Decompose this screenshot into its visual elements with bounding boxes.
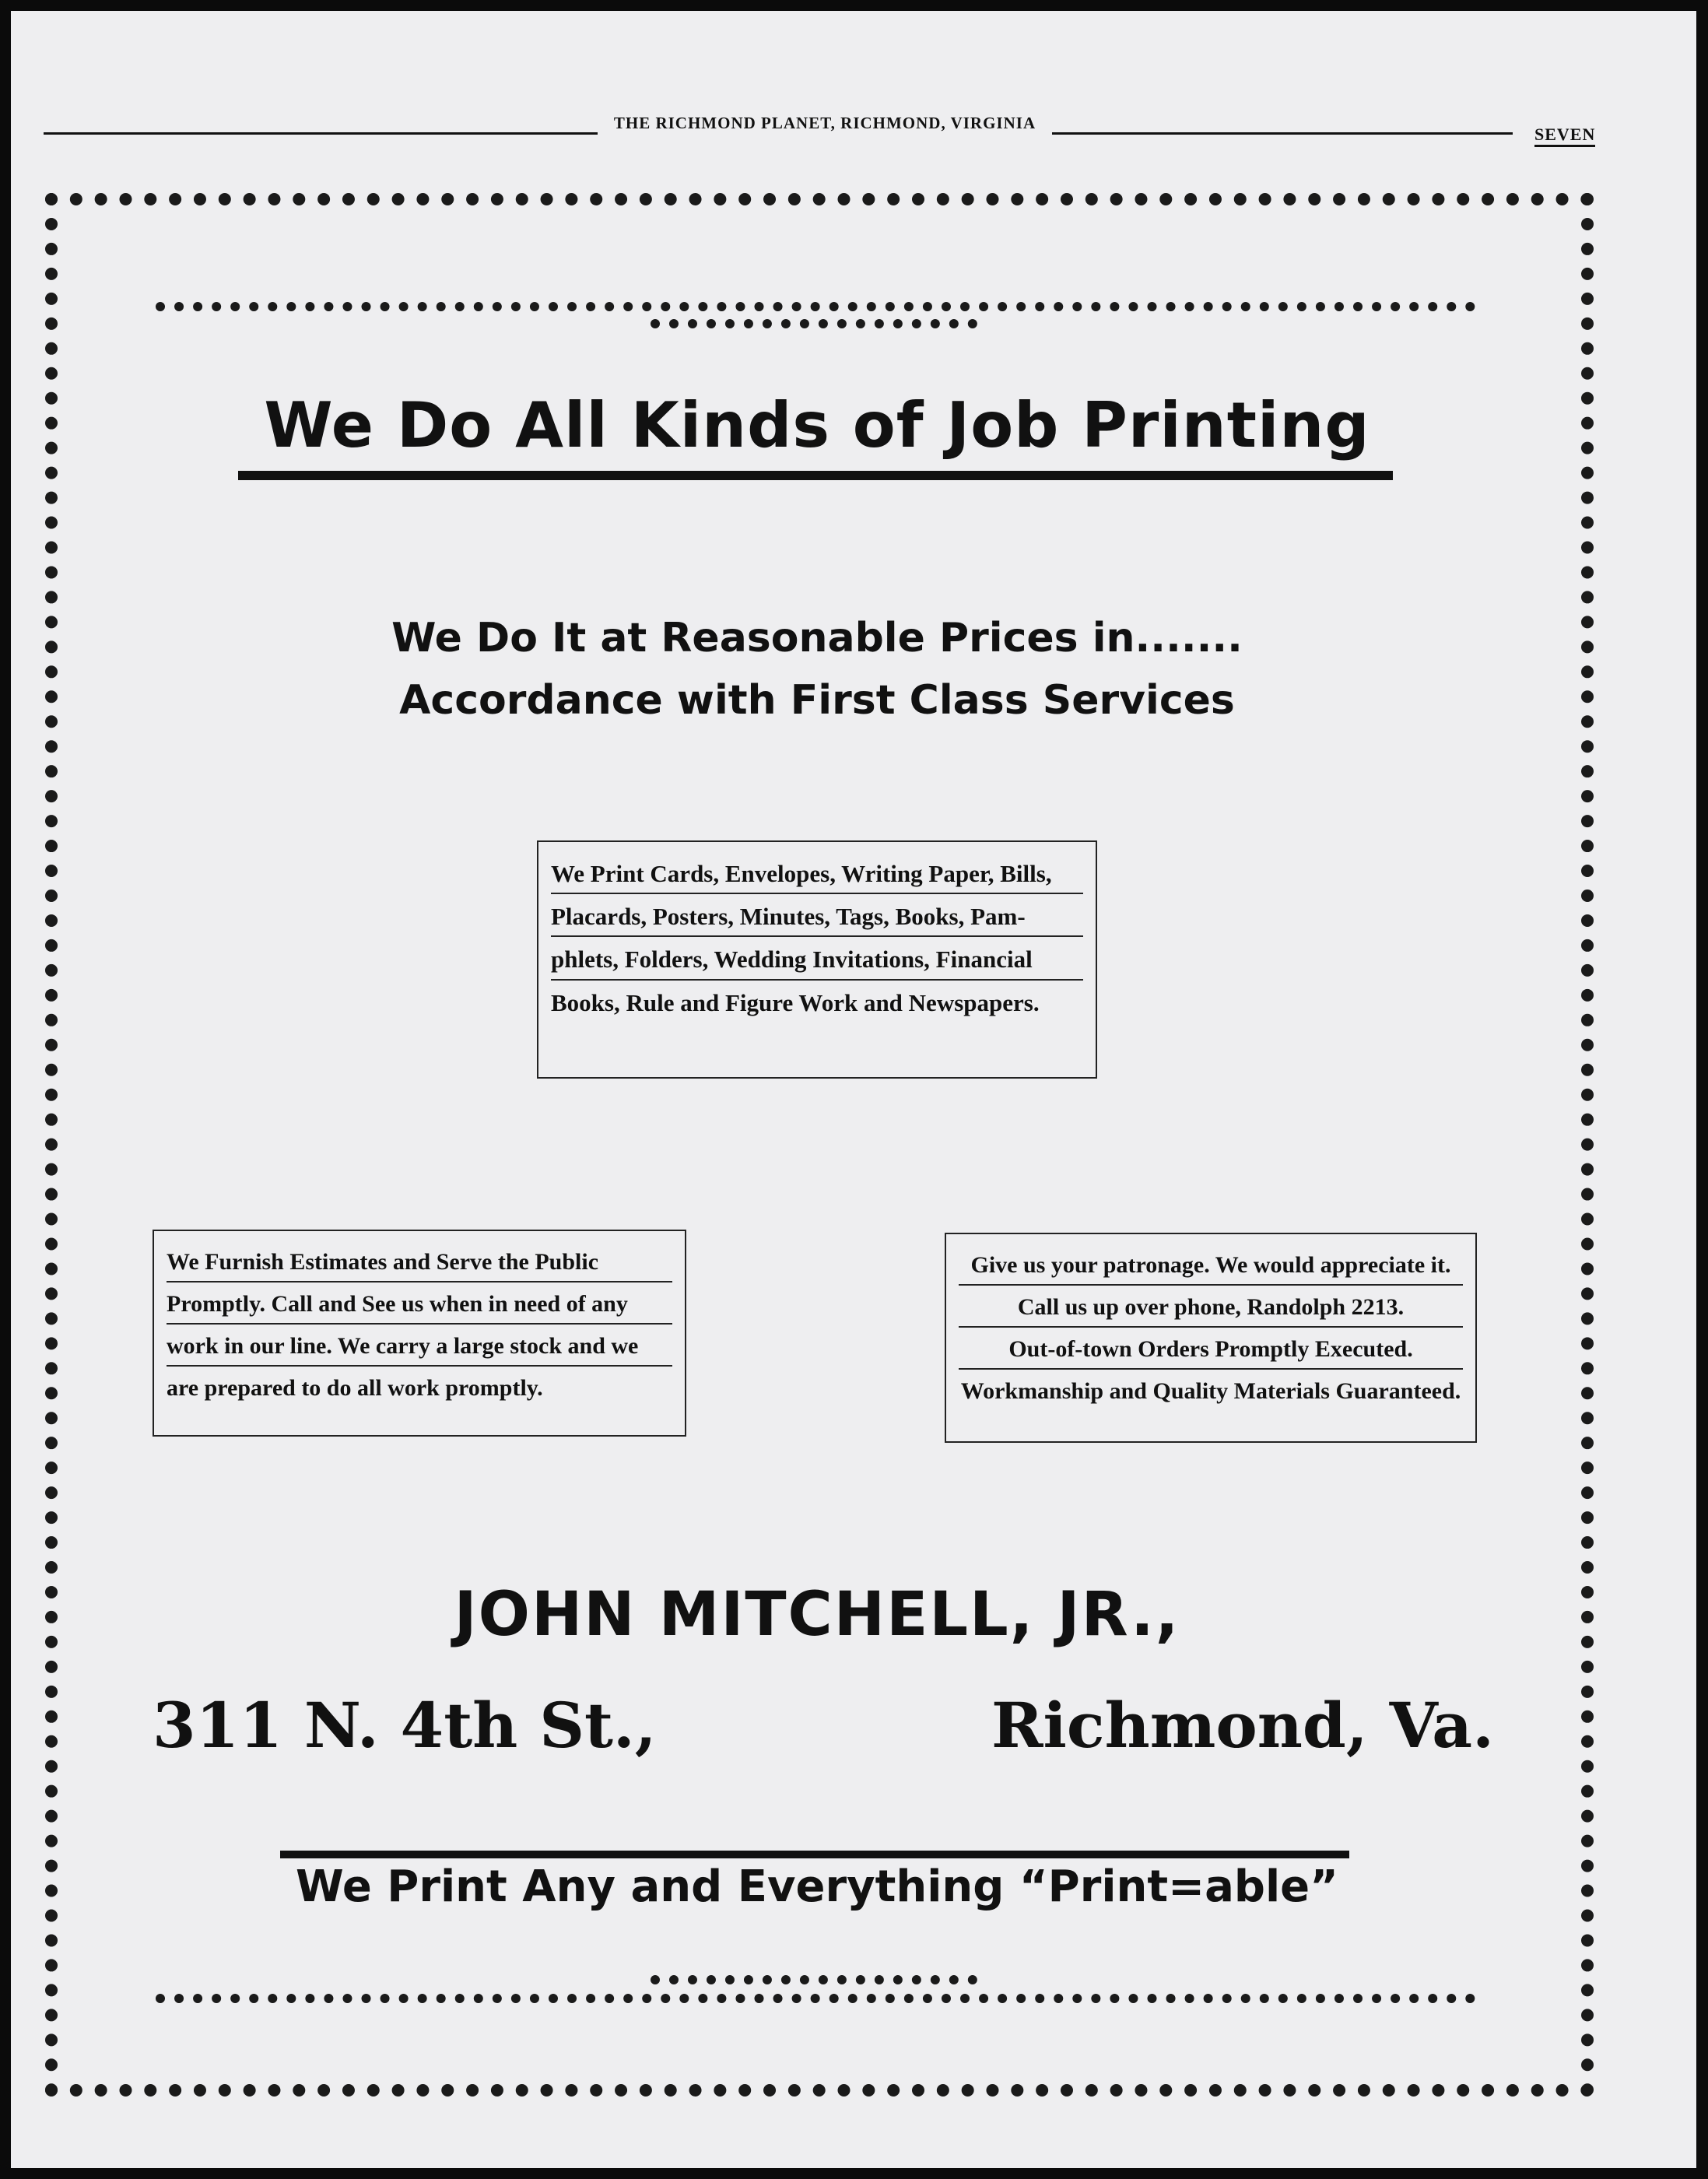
services-line: Books, Rule and Figure Work and Newspapers. <box>551 988 1040 1016</box>
ornament-rule-bottom <box>156 1994 1475 2012</box>
header-rule-left <box>44 132 598 135</box>
ornament-rule-top <box>156 302 1475 321</box>
slogan-rule <box>280 1851 1349 1858</box>
services-box <box>537 840 1097 1079</box>
header-rule-right <box>1052 132 1513 135</box>
ornament-rule-bottom-small <box>651 1975 977 1994</box>
services-line: Placards, Posters, Minutes, Tags, Books, Pam- <box>551 894 1083 937</box>
estimates-line: We Furnish Estimates and Serve the Public <box>167 1240 672 1282</box>
running-head: THE RICHMOND PLANET, RICHMOND, VIRGINIA <box>613 114 1036 132</box>
estimates-line: are prepared to do all work promptly. <box>167 1375 543 1401</box>
services-line: phlets, Folders, Wedding Invitations, Financial <box>551 937 1083 980</box>
slogan: We Print Any and Everything “Print=able” <box>296 1861 1338 1912</box>
headline-underline <box>238 471 1393 480</box>
estimates-line: Promptly. Call and See us when in need of any <box>167 1282 672 1325</box>
estimates-box <box>153 1230 686 1437</box>
ad-headline: We Do All Kinds of Job Printing <box>264 389 1370 461</box>
page-number: SEVEN <box>1534 125 1595 147</box>
patronage-line: Out-of-town Orders Promptly Executed. <box>959 1328 1463 1370</box>
ornament-rule-top-small <box>651 319 977 338</box>
subheadline-line-1: We Do It at Reasonable Prices in....... <box>391 615 1243 661</box>
subheadline-line-2: Accordance with First Class Services <box>399 677 1235 724</box>
street-address: 311 N. 4th St., <box>153 1689 657 1762</box>
proprietor-name: JOHN MITCHELL, JR., <box>454 1580 1180 1650</box>
patronage-line: Give us your patronage. We would appreciate it. <box>959 1244 1463 1286</box>
patronage-line: Workmanship and Quality Materials Guaranteed. <box>960 1378 1461 1404</box>
services-line: We Print Cards, Envelopes, Writing Paper, Bills, <box>551 851 1083 894</box>
patronage-box <box>945 1233 1477 1443</box>
patronage-line: Call us up over phone, Randolph 2213. <box>959 1286 1463 1328</box>
city-address: Richmond, Va. <box>991 1689 1494 1762</box>
estimates-line: work in our line. We carry a large stock and we <box>167 1325 672 1367</box>
